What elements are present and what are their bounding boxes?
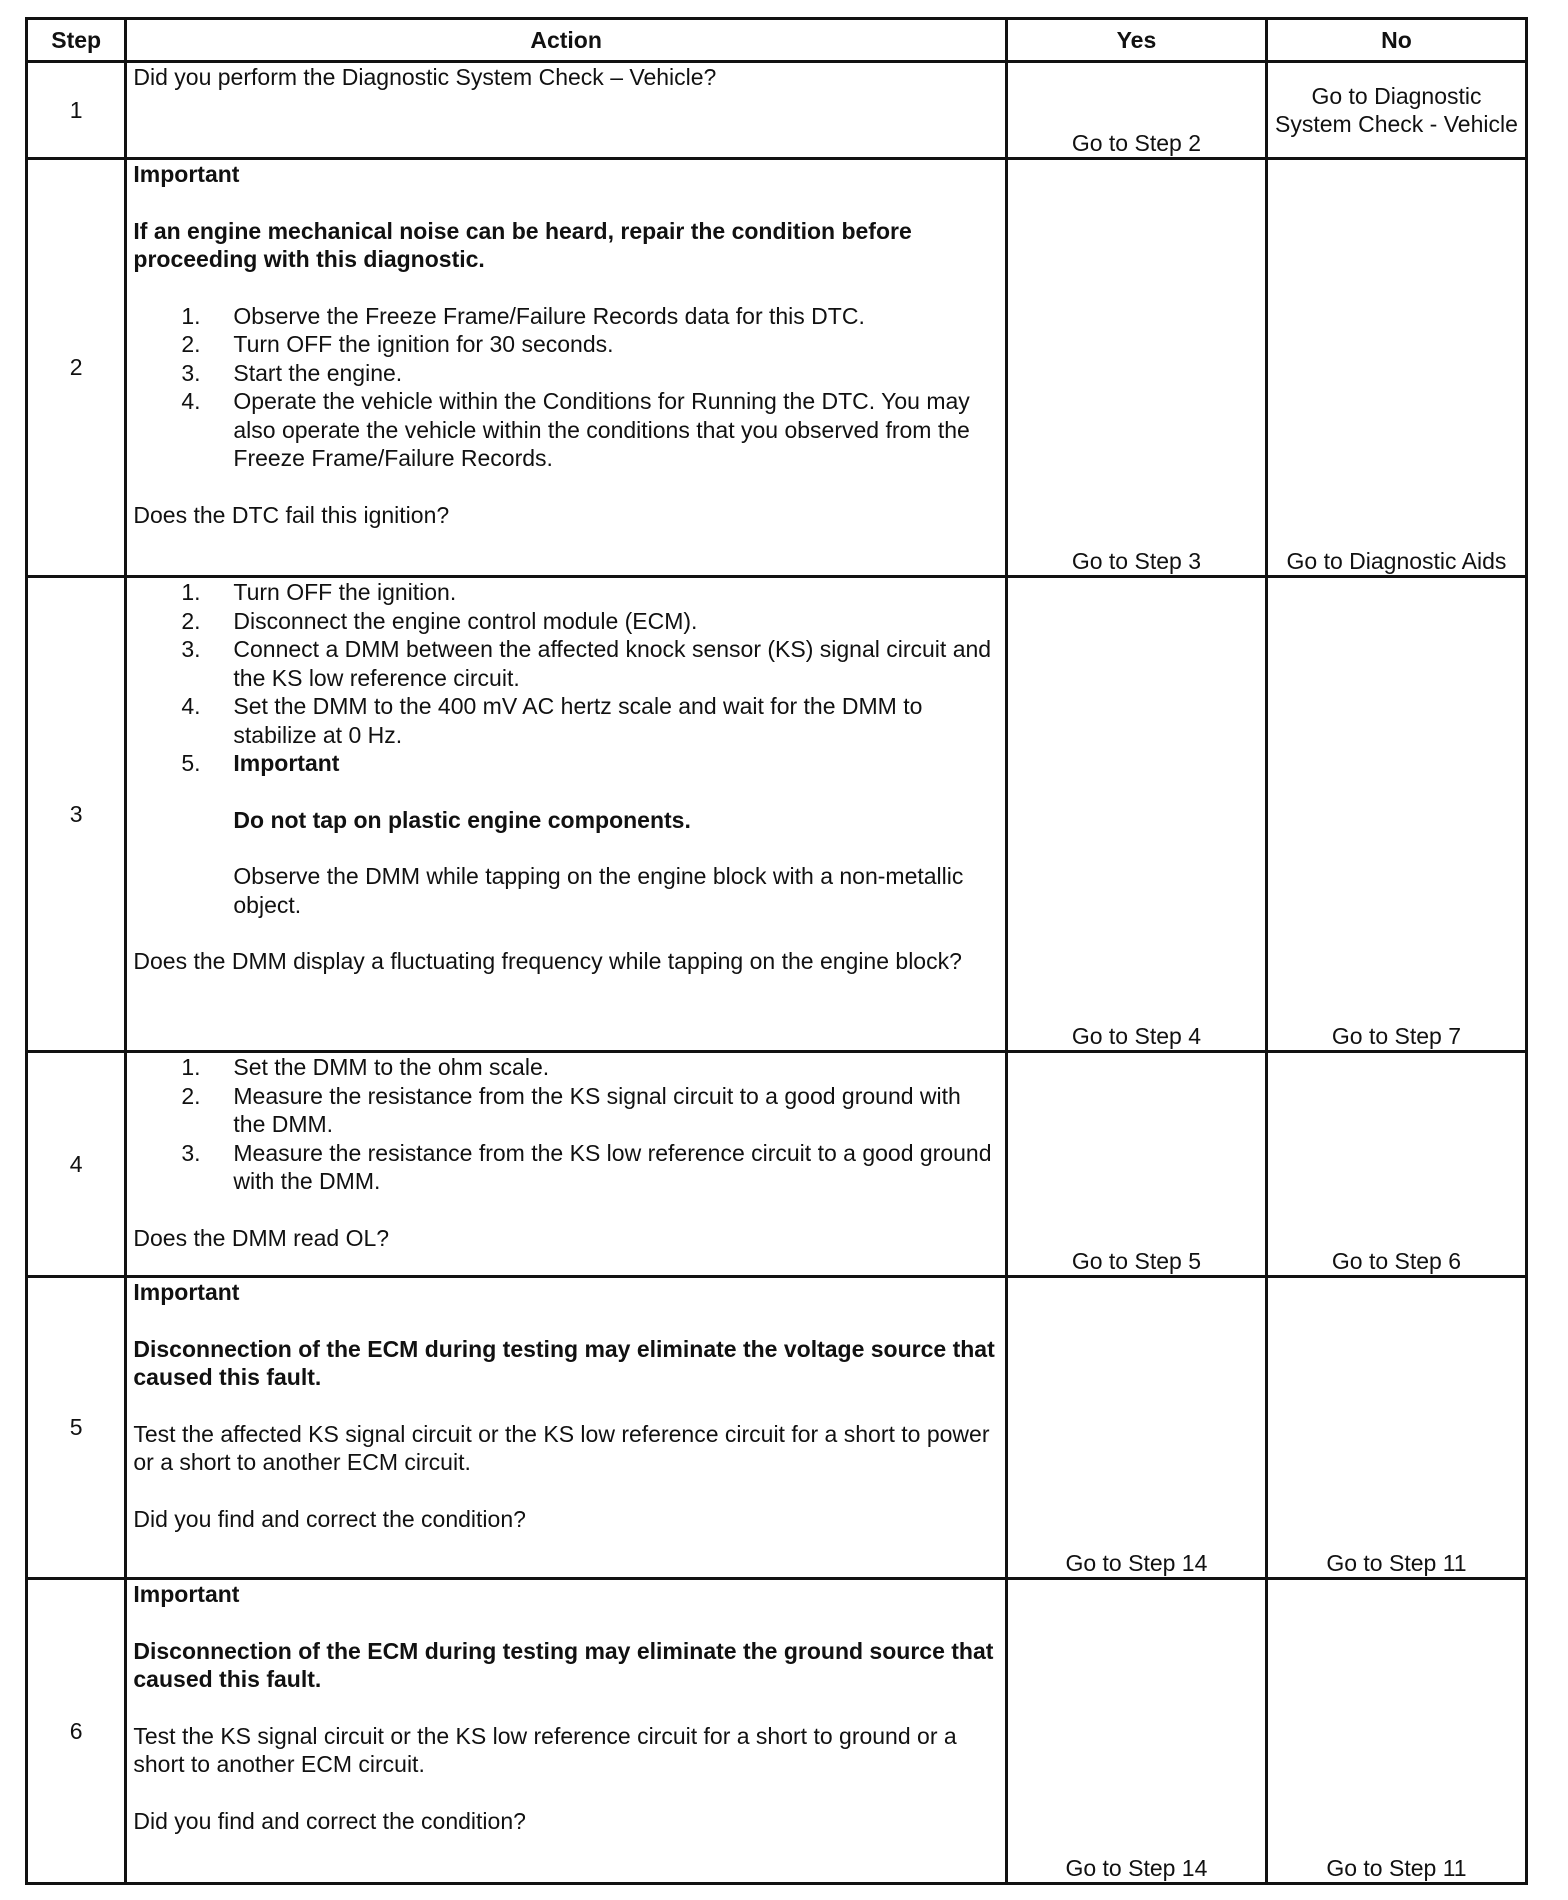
no-cell: Go to Diagnostic System Check - Vehicle	[1266, 62, 1526, 159]
list-item: 1. Turn OFF the ignition.	[181, 579, 457, 605]
no-cell: Go to Step 7	[1266, 577, 1526, 1052]
list-item: 2. Measure the resistance from the KS signal circuit to a good ground with the DMM.	[181, 1082, 961, 1137]
step-number: 4	[27, 1052, 126, 1277]
yes-cell: Go to Step 3	[1006, 159, 1266, 577]
action-cell	[126, 62, 1007, 159]
important-note: If an engine mechanical noise can be heard, repair the condition before proceeding with this diagnostic.	[133, 217, 912, 272]
list-item: 5. Important	[181, 750, 340, 776]
action-cell	[126, 1052, 1007, 1277]
action-cell	[126, 159, 1007, 577]
header-no: No	[1266, 19, 1526, 62]
no-cell: Go to Diagnostic Aids	[1266, 159, 1526, 577]
table-row	[27, 62, 1527, 159]
question-text: Does the DMM read OL?	[133, 1224, 390, 1251]
instruction-text: Test the KS signal circuit or the KS low reference circuit for a short to ground or a short to another ECM circuit.	[133, 1722, 957, 1777]
question-text: Does the DMM display a fluctuating frequency while tapping on the engine block?	[133, 948, 962, 974]
yes-cell: Go to Step 4	[1006, 577, 1266, 1052]
question-text: Did you perform the Diagnostic System Check – Vehicle?	[133, 64, 717, 90]
list-item: 1. Observe the Freeze Frame/Failure Records data for this DTC.	[181, 302, 865, 329]
table-row	[27, 1052, 1527, 1277]
important-note: Do not tap on plastic engine components.	[233, 806, 691, 833]
important-note: Disconnection of the ECM during testing may eliminate the ground source that caused this fault.	[133, 1637, 994, 1692]
list-item: 3. Start the engine.	[181, 359, 403, 386]
step-list	[133, 578, 999, 778]
action-cell	[126, 577, 1007, 1052]
step-list	[133, 1053, 999, 1196]
table-row	[27, 1277, 1527, 1579]
action-cell	[126, 1579, 1007, 1884]
step-number: 1	[27, 62, 126, 159]
yes-cell: Go to Step 14	[1006, 1579, 1266, 1884]
step-number: 6	[27, 1579, 126, 1884]
step-number: 5	[27, 1277, 126, 1579]
list-item: 3. Connect a DMM between the affected knock sensor (KS) signal circuit and the KS low reference circuit.	[181, 636, 992, 691]
important-label: Important	[133, 1581, 240, 1607]
header-yes: Yes	[1006, 19, 1266, 62]
header-action: Action	[126, 19, 1007, 62]
question-text: Did you find and correct the condition?	[133, 1807, 526, 1834]
header-step: Step	[27, 19, 126, 62]
list-item: 4. Set the DMM to the 400 mV AC hertz scale and wait for the DMM to stabilize at 0 Hz.	[181, 693, 923, 748]
important-note: Disconnection of the ECM during testing may eliminate the voltage source that caused this fault.	[133, 1335, 995, 1390]
question-text: Does the DTC fail this ignition?	[133, 501, 450, 528]
instruction-text: Test the affected KS signal circuit or the KS low reference circuit for a short to power or a short to another ECM circuit.	[133, 1420, 990, 1475]
question-text: Did you find and correct the condition?	[133, 1505, 526, 1532]
no-cell: Go to Step 11	[1266, 1277, 1526, 1579]
table-row	[27, 1579, 1527, 1884]
list-item: 2. Turn OFF the ignition for 30 seconds.	[181, 331, 614, 357]
table-row	[27, 577, 1527, 1052]
yes-cell: Go to Step 5	[1006, 1052, 1266, 1277]
step-number: 2	[27, 159, 126, 577]
step-number: 3	[27, 577, 126, 1052]
instruction-text: Observe the DMM while tapping on the engine block with a non-metallic object.	[233, 863, 964, 918]
important-label: Important	[133, 1279, 240, 1305]
list-item: 1. Set the DMM to the ohm scale.	[181, 1054, 550, 1080]
diagnostic-table	[25, 17, 1528, 1885]
header-row	[27, 19, 1527, 62]
important-label: Important	[133, 161, 240, 187]
list-item: 3. Measure the resistance from the KS low reference circuit to a good ground with the DMM.	[181, 1139, 992, 1194]
list-item: 2. Disconnect the engine control module (ECM).	[181, 607, 698, 634]
yes-cell: Go to Step 2	[1006, 62, 1266, 159]
list-item: 4. Operate the vehicle within the Conditions for Running the DTC. You may also operate the vehicle within the conditions that you observed from the Freeze Frame/Failure Records.	[181, 388, 970, 471]
table-row	[27, 159, 1527, 577]
yes-cell: Go to Step 14	[1006, 1277, 1266, 1579]
step-list	[133, 302, 999, 473]
no-cell: Go to Step 6	[1266, 1052, 1526, 1277]
action-cell	[126, 1277, 1007, 1579]
no-cell: Go to Step 11	[1266, 1579, 1526, 1884]
